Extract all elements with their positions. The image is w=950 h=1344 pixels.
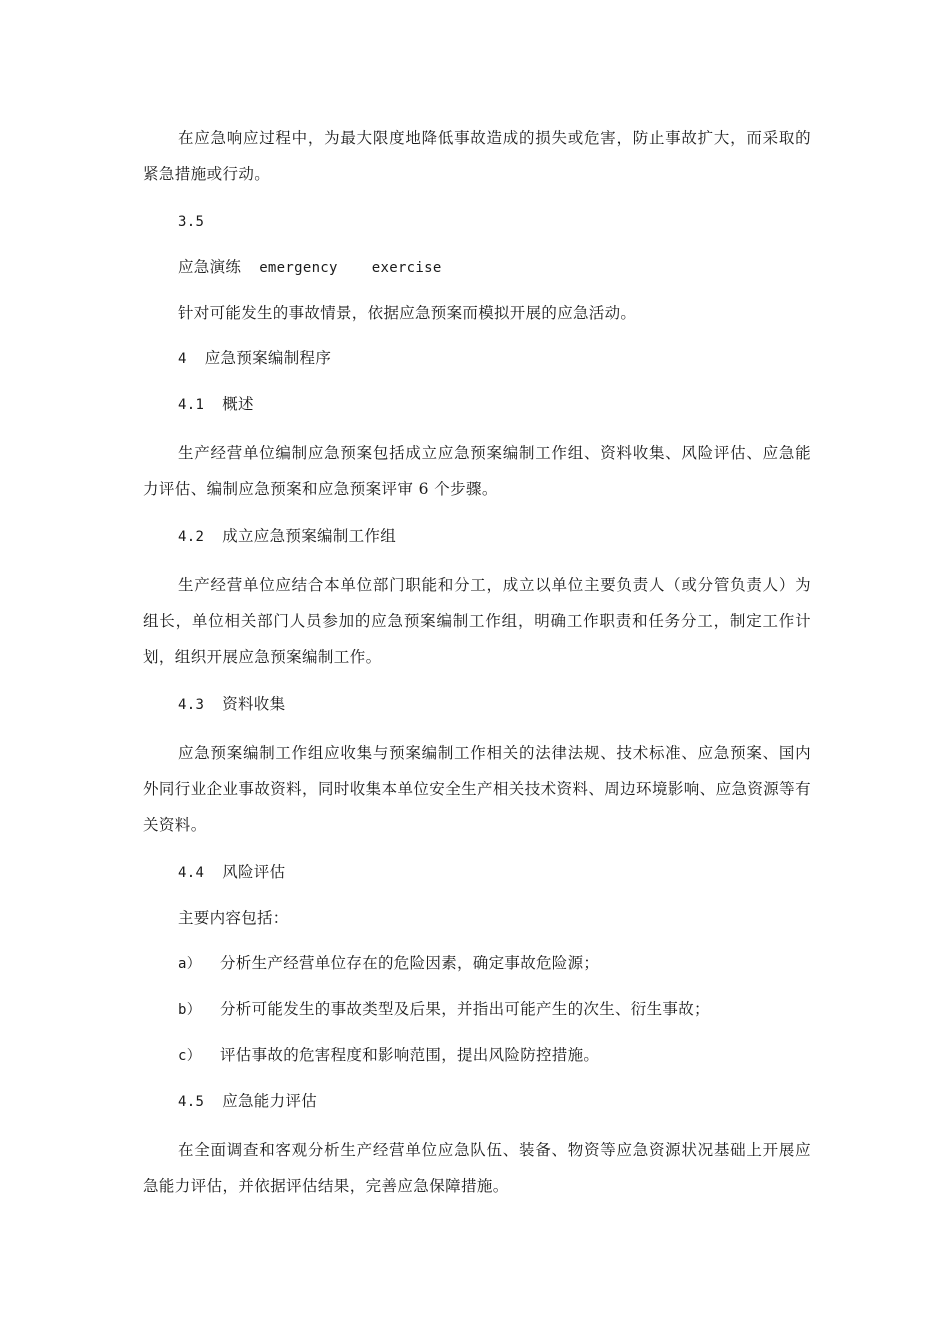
- section-4-5-heading: [143, 1086, 811, 1118]
- section-4-3-heading: [143, 689, 811, 721]
- section-number: 4.2: [178, 529, 205, 545]
- section-4-4-heading: [143, 857, 811, 889]
- list-marker: c）: [178, 1048, 202, 1064]
- section-number: 4.1: [178, 397, 205, 413]
- section-4-4-intro: 主要内容包括：: [178, 909, 289, 927]
- section-3-5-definition: 针对可能发生的事故情景，依据应急预案而模拟开展的应急活动。: [178, 304, 637, 322]
- section-number: 4: [178, 351, 187, 367]
- section-4-heading: [143, 343, 811, 375]
- paragraph-emergency-response-definition: 在应急响应过程中，为最大限度地降低事故造成的损失或危害，防止事故扩大，而采取的紧急措施或行动。: [143, 129, 811, 183]
- section-4-3-text: 应急预案编制工作组应收集与预案编制工作相关的法律法规、技术标准、应急预案、国内外同行业企业事故资料，同时收集本单位安全生产相关技术资料、周边环境影响、应急资源等有关资料。: [143, 744, 811, 834]
- term-chinese: 应急演练: [178, 258, 242, 276]
- list-item-text: 评估事故的危害程度和影响范围，提出风险防控措施。: [220, 1046, 600, 1064]
- section-title: 概述: [222, 395, 254, 413]
- section-4-5-text: 在全面调查和客观分析生产经营单位应急队伍、装备、物资等应急资源状况基础上开展应急能力评估，并依据评估结果，完善应急保障措施。: [143, 1141, 811, 1195]
- section-3-5-term: [143, 252, 811, 284]
- list-marker: a）: [178, 956, 202, 972]
- section-number: 4.5: [178, 1094, 205, 1110]
- section-number: 4.3: [178, 697, 205, 713]
- term-english-1: emergency: [259, 260, 338, 276]
- section-4-1-heading: [143, 389, 811, 421]
- section-number: 3.5: [178, 214, 205, 230]
- document-body: [143, 120, 811, 1218]
- section-title: 风险评估: [222, 863, 286, 881]
- section-title: 应急预案编制程序: [204, 349, 332, 367]
- section-title: 应急能力评估: [222, 1092, 317, 1110]
- list-item: [143, 1040, 811, 1072]
- term-english-2: exercise: [371, 260, 442, 276]
- list-item-text: 分析生产经营单位存在的危险因素，确定事故危险源；: [220, 954, 600, 972]
- section-3-5-number: [143, 206, 811, 238]
- section-4-1-text: 生产经营单位编制应急预案包括成立应急预案编制工作组、资料收集、风险评估、应急能力评估、编制应急预案和应急预案评审 6 个步骤。: [143, 444, 811, 498]
- list-item-text: 分析可能发生的事故类型及后果，并指出可能产生的次生、衍生事故；: [220, 1000, 710, 1018]
- list-marker: b）: [178, 1002, 202, 1018]
- section-number: 4.4: [178, 865, 205, 881]
- list-item: [143, 994, 811, 1026]
- section-4-2-text: 生产经营单位应结合本单位部门职能和分工，成立以单位主要负责人（或分管负责人）为组长，单位相关部门人员参加的应急预案编制工作组，明确工作职责和任务分工，制定工作计划，组织开展应急预案编制工作。: [143, 576, 811, 666]
- section-title: 成立应急预案编制工作组: [222, 527, 396, 545]
- section-title: 资料收集: [222, 695, 286, 713]
- section-4-2-heading: [143, 521, 811, 553]
- list-item: [143, 948, 811, 980]
